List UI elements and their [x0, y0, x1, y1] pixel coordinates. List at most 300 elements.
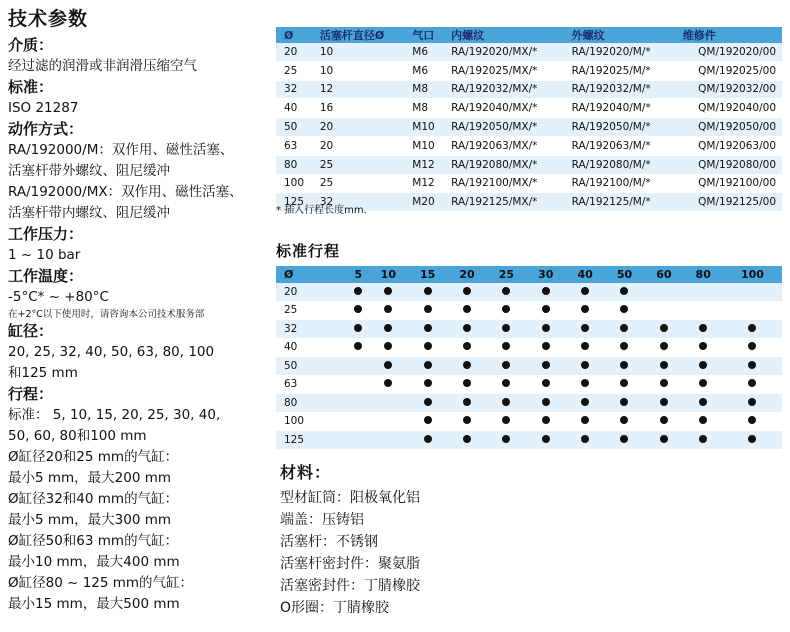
stroke-dot-icon: [748, 361, 756, 369]
section-heading: 工作温度：: [8, 267, 84, 285]
stroke-cell: [684, 357, 723, 376]
stroke-dot-icon: [502, 287, 510, 295]
stroke-cell: [447, 320, 486, 339]
stroke-cell: [408, 431, 447, 450]
stroke-dot-icon: [581, 287, 589, 295]
table-row: [276, 301, 782, 320]
stroke-dot-icon: [542, 361, 550, 369]
stroke-cell: [408, 320, 447, 339]
stroke-dot-icon: [748, 379, 756, 387]
stroke-cell: [348, 431, 369, 450]
stroke-dot-icon: [384, 287, 392, 295]
stroke-header-cell: 80: [684, 266, 723, 283]
section-heading: 缸径：: [8, 322, 54, 340]
spec-cell: M6: [404, 43, 443, 61]
stroke-cell: [369, 320, 408, 339]
stroke-dot-icon: [463, 379, 471, 387]
stroke-cell: [565, 394, 604, 413]
stroke-dot-icon: [502, 379, 510, 387]
stroke-header-cell: 50: [605, 266, 644, 283]
stroke-dot-icon: [463, 435, 471, 443]
stroke-cell: [605, 338, 644, 357]
section-line: 标准： 5, 10, 15, 20, 25, 30, 40,: [8, 407, 221, 423]
stroke-dot-icon: [620, 416, 628, 424]
stroke-header-cell: Ø: [276, 266, 348, 283]
spec-cell: RA/192025/MX/*: [443, 61, 563, 80]
stroke-cell: [526, 283, 565, 301]
stroke-cell: [487, 412, 526, 431]
stroke-cell: [526, 357, 565, 376]
stroke-dot-icon: [502, 398, 510, 406]
spec-cell: 50: [276, 118, 312, 137]
stroke-cell: [644, 283, 683, 301]
stroke-cell: [684, 412, 723, 431]
stroke-cell: [605, 394, 644, 413]
stroke-cell: [644, 357, 683, 376]
stroke-cell: [723, 338, 782, 357]
stroke-dot-icon: [384, 361, 392, 369]
section-line: 活塞杆带外螺纹、阻尼缓冲: [8, 163, 170, 179]
stroke-dot-icon: [354, 287, 362, 295]
stroke-dot-icon: [502, 342, 510, 350]
stroke-dot-icon: [748, 324, 756, 332]
spec-cell: 25: [312, 155, 404, 174]
stroke-dot-icon: [581, 379, 589, 387]
stroke-bore-cell: 63: [276, 375, 348, 394]
stroke-dot-icon: [699, 342, 707, 350]
stroke-dot-icon: [581, 398, 589, 406]
stroke-cell: [487, 320, 526, 339]
stroke-dot-icon: [748, 398, 756, 406]
spec-cell: M10: [404, 136, 443, 155]
stroke-cell: [487, 283, 526, 301]
stroke-dot-icon: [581, 361, 589, 369]
stroke-bore-cell: 50: [276, 357, 348, 376]
stroke-cell: [684, 283, 723, 301]
spec-table-body: [276, 43, 782, 212]
stroke-cell: [526, 301, 565, 320]
stroke-dot-icon: [384, 342, 392, 350]
stroke-dot-icon: [542, 379, 550, 387]
section-line: 1 ~ 10 bar: [8, 247, 81, 263]
spec-cell: 20: [276, 43, 312, 61]
stroke-cell: [605, 431, 644, 450]
stroke-cell: [447, 412, 486, 431]
table-row: [276, 338, 782, 357]
stroke-dot-icon: [424, 342, 432, 350]
stroke-cell: [644, 375, 683, 394]
stroke-dot-icon: [354, 324, 362, 332]
stroke-cell: [487, 394, 526, 413]
stroke-dot-icon: [620, 398, 628, 406]
stroke-cell: [723, 283, 782, 301]
stroke-dot-icon: [581, 435, 589, 443]
materials-list: [280, 487, 420, 619]
spec-cell: QM/192050/00: [675, 118, 782, 137]
stroke-dot-icon: [384, 305, 392, 313]
stroke-dot-icon: [620, 379, 628, 387]
stroke-cell: [408, 338, 447, 357]
stroke-dot-icon: [620, 287, 628, 295]
spec-cell: QM/192025/00: [675, 61, 782, 80]
spec-cell: RA/192020/M/*: [564, 43, 675, 61]
left-column: [8, 4, 270, 615]
stroke-cell: [605, 375, 644, 394]
stroke-cell: [487, 301, 526, 320]
stroke-cell: [723, 301, 782, 320]
stroke-dot-icon: [424, 361, 432, 369]
section-line: RA/192000/M：双作用、磁性活塞、: [8, 142, 234, 158]
section-line: 最小5 mm，最大200 mm: [8, 470, 172, 486]
stroke-cell: [369, 412, 408, 431]
stroke-header-cell: 20: [447, 266, 486, 283]
stroke-cell: [369, 357, 408, 376]
stroke-cell: [369, 375, 408, 394]
stroke-dot-icon: [660, 361, 668, 369]
stroke-cell: [644, 412, 683, 431]
section-line: RA/192000/MX：双作用、磁性活塞、: [8, 184, 243, 200]
stroke-cell: [565, 431, 604, 450]
stroke-dot-icon: [463, 416, 471, 424]
stroke-dot-icon: [354, 342, 362, 350]
stroke-dot-icon: [463, 398, 471, 406]
stroke-cell: [348, 394, 369, 413]
stroke-dot-icon: [424, 379, 432, 387]
spec-cell: M12: [404, 174, 443, 193]
section-heading: 行程：: [8, 385, 54, 403]
stroke-dot-icon: [502, 416, 510, 424]
stroke-cell: [644, 431, 683, 450]
spec-cell: RA/192025/M/*: [564, 61, 675, 80]
spec-cell: M12: [404, 155, 443, 174]
spec-cell: 10: [312, 61, 404, 80]
stroke-dot-icon: [660, 324, 668, 332]
spec-header-cell: Ø: [276, 27, 312, 43]
stroke-cell: [644, 338, 683, 357]
spec-cell: RA/192050/M/*: [564, 118, 675, 137]
stroke-cell: [487, 375, 526, 394]
stroke-cell: [605, 412, 644, 431]
stroke-cell: [487, 431, 526, 450]
stroke-cell: [723, 357, 782, 376]
spec-cell: M20: [404, 193, 443, 212]
section-line: 50, 60, 80和100 mm: [8, 428, 147, 444]
stroke-table-header: [276, 266, 782, 283]
material-line: 活塞杆：不锈钢: [280, 534, 378, 550]
spec-cell: 10: [312, 43, 404, 61]
section-footnote: 在+2°C以下使用时，请咨询本公司技术服务部: [8, 309, 205, 320]
spec-cell: QM/192040/00: [675, 99, 782, 118]
table-row: [276, 357, 782, 376]
stroke-cell: [565, 320, 604, 339]
stroke-cell: [526, 320, 565, 339]
stroke-dot-icon: [699, 435, 707, 443]
stroke-dot-icon: [748, 416, 756, 424]
stroke-dot-icon: [699, 324, 707, 332]
stroke-dot-icon: [660, 342, 668, 350]
stroke-cell: [526, 338, 565, 357]
stroke-cell: [723, 412, 782, 431]
stroke-dot-icon: [581, 416, 589, 424]
stroke-title: 标准行程: [276, 242, 341, 260]
stroke-dot-icon: [463, 287, 471, 295]
spec-cell: 25: [312, 174, 404, 193]
material-line: 活塞杆密封件：聚氨脂: [280, 556, 420, 572]
stroke-cell: [408, 412, 447, 431]
spec-cell: 100: [276, 174, 312, 193]
spec-cell: RA/192032/M/*: [564, 80, 675, 99]
stroke-dot-icon: [620, 361, 628, 369]
spec-cell: 25: [276, 61, 312, 80]
stroke-dot-icon: [699, 398, 707, 406]
spec-header-cell: 维修件: [675, 27, 782, 43]
stroke-cell: [408, 301, 447, 320]
stroke-cell: [723, 320, 782, 339]
spec-cell: RA/192040/M/*: [564, 99, 675, 118]
stroke-cell: [644, 301, 683, 320]
stroke-cell: [487, 338, 526, 357]
stroke-header-cell: 10: [369, 266, 408, 283]
stroke-cell: [644, 394, 683, 413]
stroke-bore-cell: 100: [276, 412, 348, 431]
stroke-cell: [369, 431, 408, 450]
table-row: [276, 155, 782, 174]
spec-cell: QM/192080/00: [675, 155, 782, 174]
stroke-cell: [565, 283, 604, 301]
stroke-dot-icon: [502, 305, 510, 313]
stroke-dot-icon: [424, 398, 432, 406]
stroke-header-cell: 15: [408, 266, 447, 283]
stroke-bore-cell: 20: [276, 283, 348, 301]
stroke-dot-icon: [660, 435, 668, 443]
spec-cell: 40: [276, 99, 312, 118]
spec-cell: 125: [276, 193, 312, 212]
stroke-cell: [723, 394, 782, 413]
stroke-cell: [408, 283, 447, 301]
stroke-cell: [447, 283, 486, 301]
stroke-cell: [348, 375, 369, 394]
section-line: 活塞杆带内螺纹、阻尼缓冲: [8, 205, 170, 221]
stroke-dot-icon: [424, 287, 432, 295]
stroke-dot-icon: [581, 305, 589, 313]
spec-cell: 16: [312, 99, 404, 118]
section-line: 经过滤的润滑或非润滑压缩空气: [8, 58, 197, 74]
stroke-header-cell: 5: [348, 266, 369, 283]
table-row: [276, 80, 782, 99]
stroke-cell: [605, 283, 644, 301]
stroke-dot-icon: [424, 416, 432, 424]
material-line: 型材缸筒：阳极氧化铝: [280, 490, 420, 506]
table-row: [276, 320, 782, 339]
spec-cell: RA/192125/M/*: [564, 193, 675, 212]
stroke-cell: [565, 338, 604, 357]
stroke-dot-icon: [424, 435, 432, 443]
stroke-dot-icon: [660, 398, 668, 406]
stroke-dot-icon: [542, 305, 550, 313]
spec-cell: M6: [404, 61, 443, 80]
stroke-cell: [408, 375, 447, 394]
stroke-cell: [369, 301, 408, 320]
stroke-cell: [684, 375, 723, 394]
stroke-dot-icon: [542, 398, 550, 406]
table-row: [276, 375, 782, 394]
table-row: [276, 412, 782, 431]
stroke-cell: [348, 301, 369, 320]
stroke-dot-icon: [463, 361, 471, 369]
spec-cell: QM/192100/00: [675, 174, 782, 193]
spec-cell: RA/192125/MX/*: [443, 193, 563, 212]
stroke-dot-icon: [620, 435, 628, 443]
stroke-cell: [348, 338, 369, 357]
spec-cell: RA/192080/M/*: [564, 155, 675, 174]
materials-title: 材料：: [280, 463, 332, 482]
spec-cell: M8: [404, 99, 443, 118]
stroke-cell: [723, 431, 782, 450]
spec-header-cell: 活塞杆直径Ø: [312, 27, 404, 43]
stroke-dot-icon: [581, 324, 589, 332]
stroke-dot-icon: [542, 324, 550, 332]
stroke-dot-icon: [748, 342, 756, 350]
spec-cell: 80: [276, 155, 312, 174]
spec-cell: QM/192032/00: [675, 80, 782, 99]
stroke-cell: [487, 357, 526, 376]
stroke-dot-icon: [699, 361, 707, 369]
spec-cell: RA/192063/M/*: [564, 136, 675, 155]
stroke-dot-icon: [502, 435, 510, 443]
stroke-cell: [447, 301, 486, 320]
table-row: [276, 174, 782, 193]
table-row: [276, 394, 782, 413]
section-line: Ø缸径50和63 mm的气缸：: [8, 533, 179, 549]
stroke-dot-icon: [384, 379, 392, 387]
spec-cell: 32: [312, 193, 404, 212]
stroke-dot-icon: [620, 342, 628, 350]
stroke-cell: [408, 357, 447, 376]
stroke-dot-icon: [542, 342, 550, 350]
stroke-dot-icon: [620, 324, 628, 332]
stroke-dot-icon: [581, 342, 589, 350]
stroke-cell: [369, 283, 408, 301]
stroke-cell: [565, 357, 604, 376]
stroke-bore-cell: 25: [276, 301, 348, 320]
spec-table: [276, 27, 782, 212]
stroke-bore-cell: 80: [276, 394, 348, 413]
stroke-dot-icon: [699, 416, 707, 424]
section-line: 20, 25, 32, 40, 50, 63, 80, 100: [8, 344, 215, 360]
stroke-dot-icon: [542, 435, 550, 443]
stroke-dot-icon: [620, 305, 628, 313]
stroke-cell: [526, 394, 565, 413]
material-line: 端盖：压铸铝: [280, 512, 364, 528]
spec-cell: 20: [312, 136, 404, 155]
material-line: O形圈：丁腈橡胶: [280, 600, 390, 616]
section-line: 最小10 mm，最大400 mm: [8, 554, 180, 570]
section-line: Ø缸径80 ~ 125 mm的气缸：: [8, 575, 194, 591]
stroke-dot-icon: [502, 324, 510, 332]
spec-header-cell: 内螺纹: [443, 27, 563, 43]
table-row: [276, 99, 782, 118]
stroke-table: [276, 266, 782, 450]
stroke-cell: [447, 338, 486, 357]
spec-cell: QM/192063/00: [675, 136, 782, 155]
spec-sections: [8, 35, 270, 615]
section-heading: 工作压力：: [8, 225, 84, 243]
section-line: -5°C* ~ +80°C: [8, 289, 109, 305]
stroke-cell: [565, 412, 604, 431]
stroke-dot-icon: [354, 305, 362, 313]
stroke-header-cell: 60: [644, 266, 683, 283]
spec-cell: RA/192080/MX/*: [443, 155, 563, 174]
section-heading: 介质：: [8, 36, 54, 54]
stroke-cell: [369, 338, 408, 357]
spec-cell: RA/192100/MX/*: [443, 174, 563, 193]
stroke-dot-icon: [699, 379, 707, 387]
stroke-dot-icon: [542, 416, 550, 424]
spec-cell: M10: [404, 118, 443, 137]
spec-cell: RA/192100/M/*: [564, 174, 675, 193]
stroke-header-cell: 100: [723, 266, 782, 283]
section-line: Ø缸径32和40 mm的气缸：: [8, 491, 179, 507]
spec-cell: QM/192125/00: [675, 193, 782, 212]
stroke-cell: [526, 431, 565, 450]
stroke-header-cell: 30: [526, 266, 565, 283]
stroke-cell: [565, 375, 604, 394]
stroke-dot-icon: [463, 324, 471, 332]
stroke-cell: [447, 394, 486, 413]
stroke-cell: [408, 394, 447, 413]
section-line: 最小5 mm，最大300 mm: [8, 512, 172, 528]
stroke-bore-cell: 125: [276, 431, 348, 450]
spec-cell: RA/192063/MX/*: [443, 136, 563, 155]
stroke-cell: [684, 301, 723, 320]
stroke-dot-icon: [384, 324, 392, 332]
stroke-cell: [526, 412, 565, 431]
stroke-dot-icon: [463, 342, 471, 350]
stroke-header-cell: 25: [487, 266, 526, 283]
spec-cell: RA/192020/MX/*: [443, 43, 563, 61]
section-line: ISO 21287: [8, 100, 79, 116]
stroke-bore-cell: 40: [276, 338, 348, 357]
table-row: [276, 118, 782, 137]
stroke-dot-icon: [463, 305, 471, 313]
section-heading: 动作方式：: [8, 120, 84, 138]
stroke-table-body: [276, 283, 782, 449]
section-heading: 标准：: [8, 78, 54, 96]
table-row: [276, 283, 782, 301]
stroke-cell: [348, 283, 369, 301]
stroke-cell: [447, 431, 486, 450]
section-line: 最小15 mm，最大500 mm: [8, 596, 180, 612]
stroke-cell: [605, 357, 644, 376]
stroke-dot-icon: [542, 287, 550, 295]
stroke-cell: [447, 375, 486, 394]
spec-cell: M8: [404, 80, 443, 99]
spec-header-cell: 气口: [404, 27, 443, 43]
table-row: [276, 431, 782, 450]
stroke-dot-icon: [748, 435, 756, 443]
stroke-cell: [605, 301, 644, 320]
materials-section: [280, 460, 420, 619]
spec-cell: RA/192040/MX/*: [443, 99, 563, 118]
stroke-cell: [526, 375, 565, 394]
stroke-header-cell: 40: [565, 266, 604, 283]
stroke-cell: [684, 338, 723, 357]
stroke-cell: [348, 412, 369, 431]
spec-cell: RA/192050/MX/*: [443, 118, 563, 137]
stroke-cell: [369, 394, 408, 413]
stroke-cell: [447, 357, 486, 376]
section-line: 和125 mm: [8, 365, 78, 381]
